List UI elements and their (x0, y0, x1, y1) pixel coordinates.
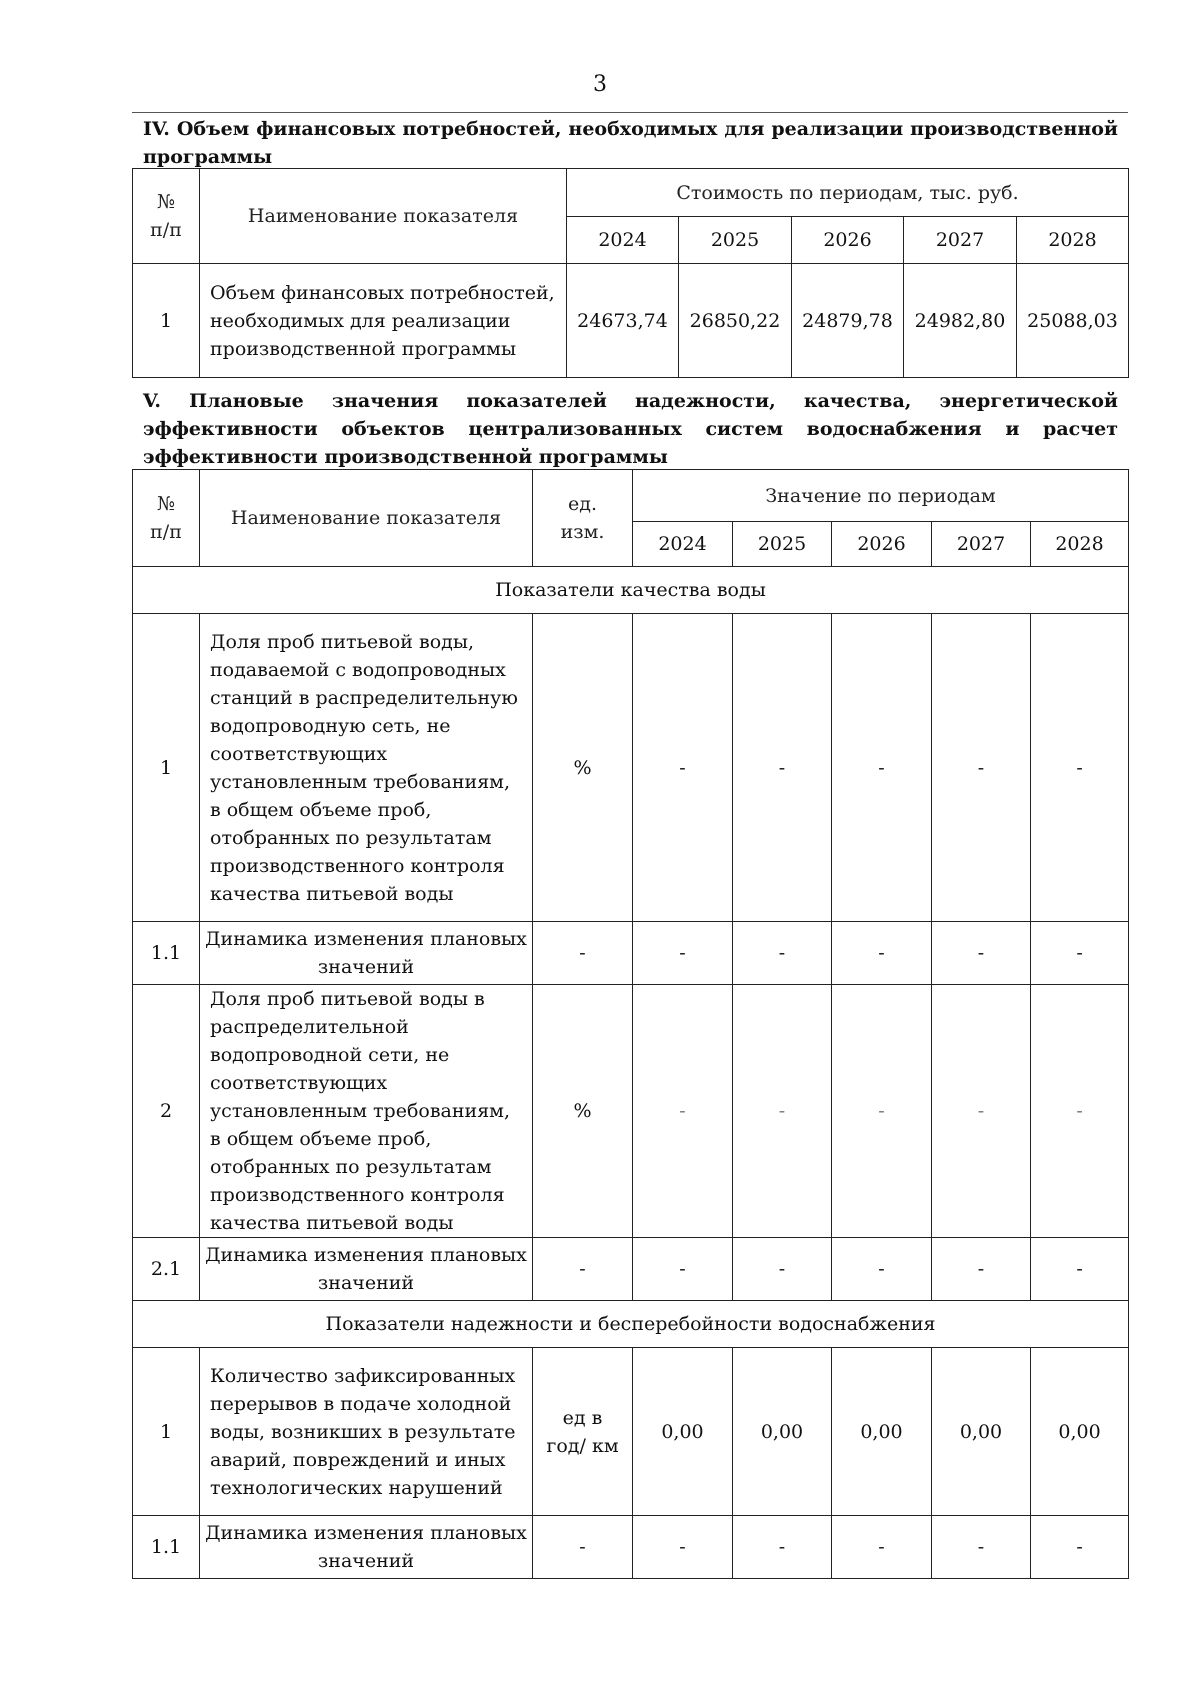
row-name: Доля проб питьевой воды, подаваемой с водопроводных станций в распределительную водопроводную сеть, не соответствующих установленным требованиям, в общем объеме проб, отобранных по результатам производственного контроля качества питьевой воды (200, 614, 533, 922)
row-num: 2 (133, 985, 200, 1238)
row-value: 0,00 (633, 1348, 733, 1516)
group-row (133, 1301, 1129, 1348)
year-header: 2025 (733, 522, 832, 567)
row-value: - (733, 1516, 832, 1579)
table-row (133, 614, 1129, 922)
row-name: Объем финансовых потребностей, необходимых для реализации производственной программы (200, 264, 567, 378)
row-value: - (633, 1238, 733, 1301)
financial-needs-table (132, 168, 1129, 378)
table-row (133, 1238, 1129, 1301)
year-header: 2026 (832, 522, 932, 567)
row-value: - (932, 614, 1031, 922)
row-value: - (832, 922, 932, 985)
table-row (133, 1516, 1129, 1579)
col-header-unit: ед. изм. (533, 470, 633, 567)
group-row (133, 567, 1129, 614)
row-unit: % (533, 985, 633, 1238)
row-value: 25088,03 (1017, 264, 1129, 378)
row-value: - (832, 614, 932, 922)
row-value: - (633, 922, 733, 985)
col-header-num: № п/п (133, 470, 200, 567)
row-value: 0,00 (733, 1348, 832, 1516)
row-value: - (733, 1238, 832, 1301)
col-header-name: Наименование показателя (200, 169, 567, 264)
col-header-num: № п/п (133, 169, 200, 264)
col-header-name: Наименование показателя (200, 470, 533, 567)
row-value: - (1031, 1516, 1129, 1579)
row-unit: % (533, 614, 633, 922)
year-header: 2024 (567, 217, 679, 264)
year-header: 2026 (792, 217, 904, 264)
row-value: - (932, 985, 1031, 1238)
row-value: - (832, 985, 932, 1238)
row-unit: - (533, 1238, 633, 1301)
row-value: - (1031, 1238, 1129, 1301)
col-header-cost: Стоимость по периодам, тыс. руб. (567, 169, 1129, 217)
row-name: Динамика изменения плановых значений (200, 922, 533, 985)
row-num: 1 (133, 264, 200, 378)
row-value: - (733, 922, 832, 985)
row-value: 0,00 (832, 1348, 932, 1516)
row-value: 26850,22 (679, 264, 792, 378)
col-header-values: Значение по периодам (633, 470, 1129, 522)
table-row (133, 922, 1129, 985)
page-number: 3 (593, 72, 607, 97)
year-header: 2028 (1031, 522, 1129, 567)
section-5-heading: V. Плановые значения показателей надежности, качества, энергетической эффективности объектов централизованных систем водоснабжения и расчет эффективности производственной программы (143, 390, 1118, 468)
row-num: 1.1 (133, 922, 200, 985)
row-value: - (733, 614, 832, 922)
row-value: - (1031, 922, 1129, 985)
row-num: 1.1 (133, 1516, 200, 1579)
year-header: 2025 (679, 217, 792, 264)
row-value: - (633, 985, 733, 1238)
row-value: - (633, 1516, 733, 1579)
row-value: - (932, 922, 1031, 985)
row-value: - (633, 614, 733, 922)
group-title: Показатели надежности и бесперебойности водоснабжения (133, 1301, 1129, 1348)
row-name: Динамика изменения плановых значений (200, 1516, 533, 1579)
row-value: - (733, 985, 832, 1238)
row-name: Динамика изменения плановых значений (200, 1238, 533, 1301)
row-value: 0,00 (932, 1348, 1031, 1516)
table-row (133, 1348, 1129, 1516)
row-value: - (932, 1516, 1031, 1579)
row-value: 24879,78 (792, 264, 904, 378)
section-4-heading: IV. Объем финансовых потребностей, необходимых для реализации производственной программы (143, 118, 1118, 168)
row-value: - (932, 1238, 1031, 1301)
year-header: 2027 (904, 217, 1017, 264)
year-header: 2024 (633, 522, 733, 567)
row-value: - (1031, 614, 1129, 922)
row-unit: - (533, 1516, 633, 1579)
planned-values-table (132, 469, 1129, 1579)
row-value: - (1031, 985, 1129, 1238)
table-row (133, 264, 1129, 378)
row-value: 0,00 (1031, 1348, 1129, 1516)
row-value: - (832, 1516, 932, 1579)
row-value: 24982,80 (904, 264, 1017, 378)
year-header: 2027 (932, 522, 1031, 567)
row-num: 1 (133, 1348, 200, 1516)
row-num: 1 (133, 614, 200, 922)
table-row (133, 985, 1129, 1238)
row-name: Доля проб питьевой воды в распределительной водопроводной сети, не соответствующих установленным требованиям, в общем объеме проб, отобранных по результатам производственного контроля качества питьевой воды (200, 985, 533, 1238)
header-rule (132, 112, 1128, 113)
row-value: - (832, 1238, 932, 1301)
row-num: 2.1 (133, 1238, 200, 1301)
row-unit: - (533, 922, 633, 985)
row-unit: ед в год/ км (533, 1348, 633, 1516)
group-title: Показатели качества воды (133, 567, 1129, 614)
row-name: Количество зафиксированных перерывов в подаче холодной воды, возникших в результате аварий, повреждений и иных технологических нарушений (200, 1348, 533, 1516)
year-header: 2028 (1017, 217, 1129, 264)
row-value: 24673,74 (567, 264, 679, 378)
